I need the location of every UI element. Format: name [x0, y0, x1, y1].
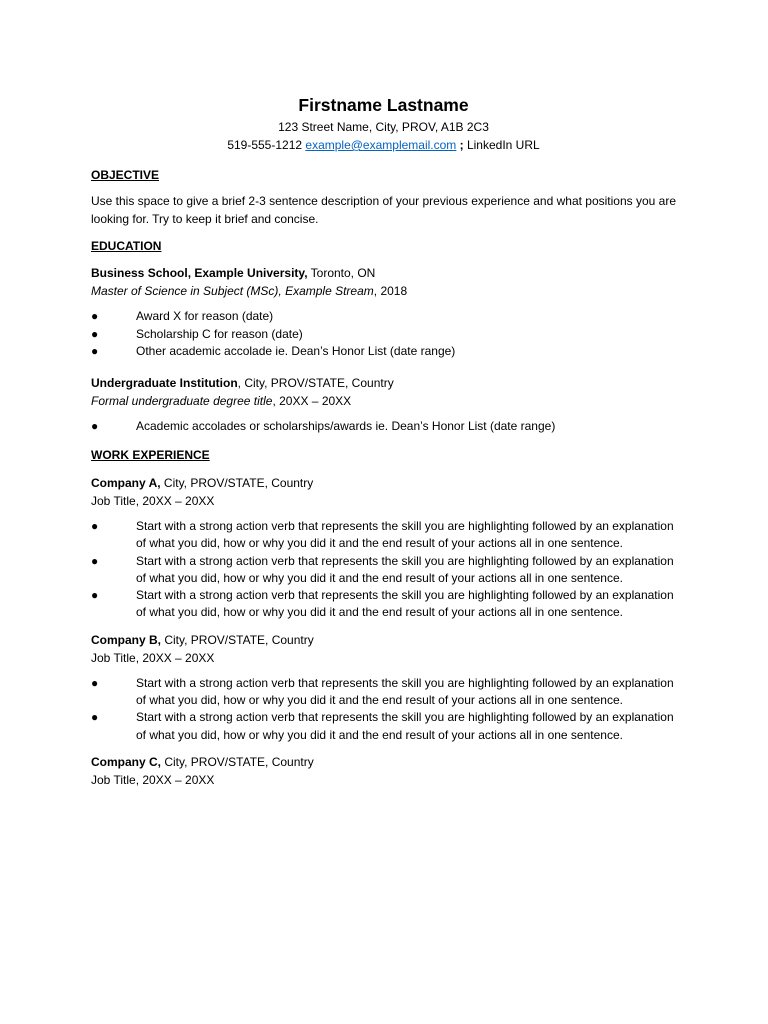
institution-location: , City, PROV/STATE, Country: [237, 375, 394, 390]
candidate-name: Firstname Lastname: [298, 95, 469, 115]
list-item: [91, 709, 676, 744]
list-item: [91, 518, 676, 553]
list-item: [91, 343, 676, 361]
work-company: [91, 753, 676, 771]
bullet-text: Academic accolades or scholarships/awards ie. Dean’s Honor List (date range): [136, 418, 556, 433]
degree-year: , 2018: [373, 284, 408, 298]
education-entry: [91, 264, 676, 361]
bullet-text: Award X for reason (date): [136, 309, 274, 323]
education-institution: [91, 374, 676, 392]
address-line: 123 Street Name, City, PROV, A1B 2C3: [278, 120, 489, 134]
bullet-text: Scholarship C for reason (date): [136, 326, 303, 341]
objective-text: Use this space to give a brief 2-3 sentence description of your previous experience and what positions you are looking for. Try to keep it brief and concise.: [91, 194, 676, 226]
education-institution: [91, 264, 676, 282]
degree-year: , 20XX – 20XX: [272, 393, 352, 408]
bullet-icon: ●: [91, 588, 99, 603]
list-item: [91, 418, 676, 436]
education-bullet-list: [91, 418, 676, 436]
objective-heading: OBJECTIVE: [91, 168, 160, 182]
bullet-icon: ●: [91, 519, 99, 533]
bullet-icon: ●: [91, 418, 99, 433]
degree-title: Master of Science in Subject (MSc), Example Stream: [91, 284, 374, 298]
contact-line: [91, 137, 676, 154]
work-bullet-list: [91, 675, 676, 744]
bullet-text: Start with a strong action verb that represents the skill you are highlighting followed by an explanation of what you did, how or why you did it and the end result of your actions all in one sentence.: [136, 553, 674, 585]
bullet-icon: ●: [91, 326, 99, 341]
education-degree: [91, 282, 676, 300]
contact-separator: ;: [456, 138, 467, 152]
list-item: [91, 326, 676, 344]
company-name: Company C,: [91, 754, 162, 769]
list-item: [91, 675, 676, 710]
email-link[interactable]: example@examplemail.com: [305, 138, 457, 152]
institution-name: Undergraduate Institution: [91, 375, 238, 390]
company-name: Company A,: [91, 476, 161, 490]
work-company: [91, 474, 676, 492]
work-entry: [91, 753, 676, 789]
bullet-icon: ●: [91, 675, 99, 690]
bullet-text: Other academic accolade ie. Dean’s Honor List (date range): [136, 344, 456, 358]
bullet-text: Start with a strong action verb that represents the skill you are highlighting followed by an explanation of what you did, how or why you did it and the end result of your actions all in one sentence.: [136, 519, 674, 551]
work-entry: [91, 474, 676, 622]
work-experience-heading: WORK EXPERIENCE: [91, 448, 210, 462]
company-location: City, PROV/STATE, Country: [160, 476, 314, 490]
education-bullet-list: [91, 308, 676, 361]
list-item: [91, 553, 676, 588]
bullet-text: Start with a strong action verb that represents the skill you are highlighting followed by an explanation of what you did, how or why you did it and the end result of your actions all in one sentence.: [136, 675, 674, 708]
bullet-icon: ●: [91, 553, 99, 568]
bullet-text: Start with a strong action verb that represents the skill you are highlighting followed by an explanation of what you did, how or why you did it and the end result of your actions all in one sentence.: [136, 588, 674, 620]
bullet-text: Start with a strong action verb that represents the skill you are highlighting followed by an explanation of what you did, how or why you did it and the end result of your actions all in one sentence.: [136, 710, 674, 742]
work-company: [91, 631, 676, 649]
education-heading: EDUCATION: [91, 239, 162, 253]
job-title: Job Title, 20XX – 20XX: [91, 494, 215, 508]
list-item: [91, 308, 676, 326]
institution-name: Business School, Example University,: [91, 266, 308, 280]
bullet-icon: ●: [91, 710, 99, 725]
bullet-icon: ●: [91, 309, 99, 323]
work-entry: [91, 631, 676, 744]
bullet-icon: ●: [91, 344, 99, 358]
work-bullet-list: [91, 518, 676, 622]
education-degree: [91, 392, 676, 410]
company-location: City, PROV/STATE, Country: [161, 632, 314, 647]
job-title: Job Title, 20XX – 20XX: [91, 772, 215, 787]
linkedin-link[interactable]: LinkedIn URL: [466, 138, 540, 152]
company-location: City, PROV/STATE, Country: [161, 754, 314, 769]
list-item: [91, 587, 676, 622]
institution-location: Toronto, ON: [307, 266, 376, 280]
degree-title: Formal undergraduate degree title: [91, 393, 273, 408]
job-title: Job Title, 20XX – 20XX: [91, 650, 215, 665]
company-name: Company B,: [91, 632, 162, 647]
education-entry: [91, 374, 676, 436]
phone-number: 519-555-1212: [227, 138, 303, 152]
